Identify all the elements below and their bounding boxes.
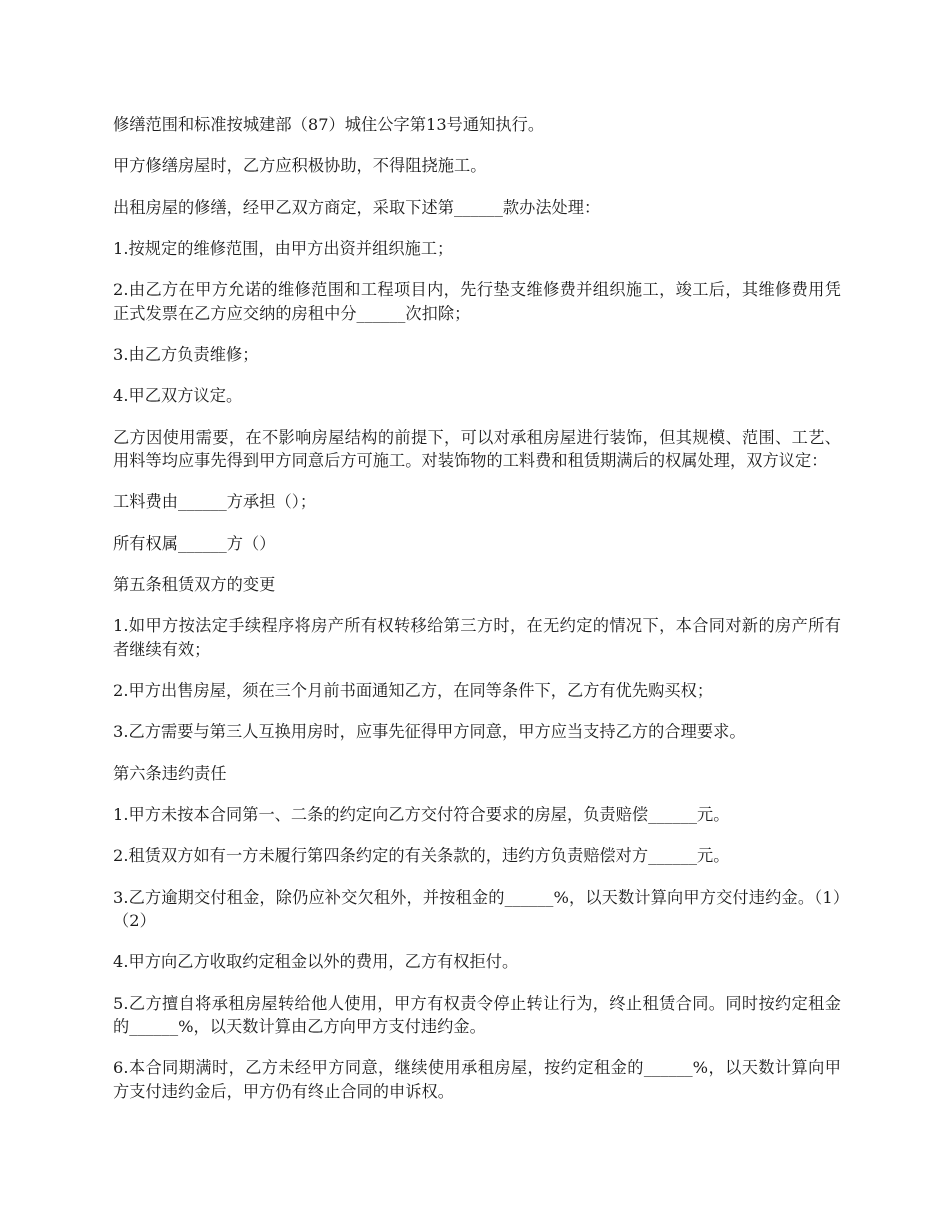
paragraph-liability-5: 5.乙方擅自将承租房屋转给他人使用，甲方有权责令停止转让行为，终止租赁合同。同时按约定租金的______%，以天数计算由乙方向甲方支付违约金。 xyxy=(113,993,841,1037)
paragraph-repair-option-2: 2.由乙方在甲方允诺的维修范围和工程项目内，先行垫支维修费并组织施工，竣工后，其维修费用凭正式发票在乙方应交纳的房租中分______次扣除； xyxy=(113,280,841,323)
paragraph-decoration: 乙方因使用需要，在不影响房屋结构的前提下，可以对承租房屋进行装饰，但其规模、范围、工艺、用料等均应事先得到甲方同意后方可施工。对装饰物的工料费和租赁期满后的权属处理，双方议定： xyxy=(113,427,841,471)
paragraph-repair-option-4: 4.甲乙双方议定。 xyxy=(113,386,243,406)
paragraph-liability-4: 4.甲方向乙方收取约定租金以外的费用，乙方有权拒付。 xyxy=(113,952,519,972)
paragraph-liability-1: 1.甲方未按本合同第一、二条的约定向乙方交付符合要求的房屋，负责赔偿______元。 xyxy=(113,804,730,824)
document-body xyxy=(113,113,841,1121)
paragraph-repair-method: 出租房屋的修缮，经甲乙双方商定，采取下述第______款办法处理： xyxy=(113,197,601,217)
paragraph-repair-cooperation: 甲方修缮房屋时，乙方应积极协助，不得阻挠施工。 xyxy=(113,156,487,176)
paragraph-repair-option-3: 3.由乙方负责维修； xyxy=(113,344,259,364)
paragraph-liability-2: 2.租赁双方如有一方未履行第四条约定的有关条款的，违约方负责赔偿对方______元。 xyxy=(113,846,730,866)
section-heading-article-6: 第六条违约责任 xyxy=(113,763,227,783)
paragraph-change-2: 2.甲方出售房屋，须在三个月前书面通知乙方，在同等条件下，乙方有优先购买权； xyxy=(113,681,714,701)
section-heading-article-5: 第五条租赁双方的变更 xyxy=(113,574,276,594)
paragraph-change-3: 3.乙方需要与第三人互换用房时，应事先征得甲方同意，甲方应当支持乙方的合理要求。 xyxy=(113,722,746,742)
paragraph-ownership: 所有权属______方（） xyxy=(113,533,276,553)
paragraph-liability-3: 3.乙方逾期交付租金，除仍应补交欠租外，并按租金的______%，以天数计算向甲方交付违约金。（1）（2） xyxy=(113,887,841,931)
paragraph-material-cost: 工料费由______方承担（）； xyxy=(113,492,317,512)
paragraph-change-1: 1.如甲方按法定手续程序将房产所有权转移给第三方时，在无约定的情况下，本合同对新的房产所有者继续有效； xyxy=(113,616,841,659)
paragraph-repair-standard: 修缮范围和标准按城建部（87）城住公字第13号通知执行。 xyxy=(113,115,545,134)
paragraph-liability-6: 6.本合同期满时，乙方未经甲方同意，继续使用承租房屋，按约定租金的______%，以天数计算向甲方支付违约金后，甲方仍有终止合同的申诉权。 xyxy=(113,1058,841,1101)
paragraph-repair-option-1: 1.按规定的维修范围，由甲方出资并组织施工； xyxy=(113,238,454,258)
